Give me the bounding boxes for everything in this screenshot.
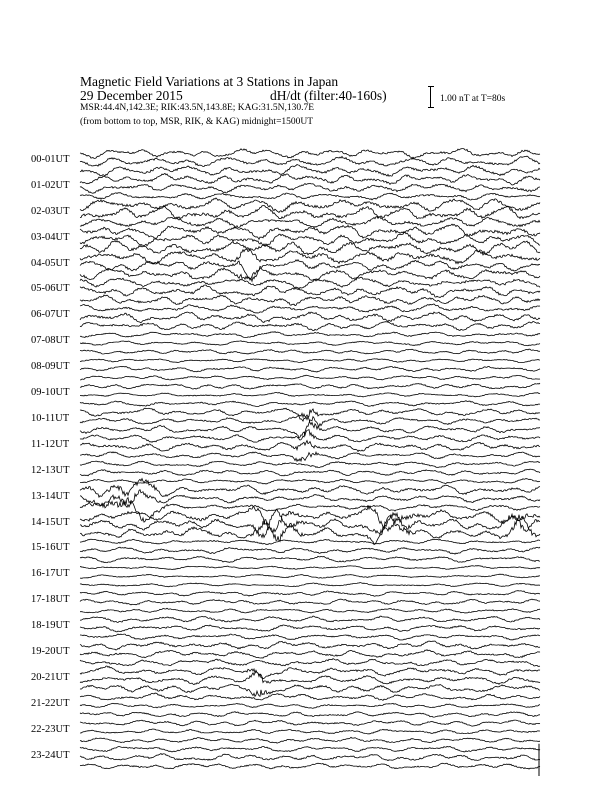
hour-label: 11-12UT [31,438,70,450]
trace-kag [80,295,540,306]
trace-msr [80,332,540,338]
trace-rik [80,183,540,193]
trace-rik [80,650,540,658]
trace-rik [80,754,540,761]
hour-label: 17-18UT [31,594,70,606]
hour-label: 22-23UT [31,723,70,735]
trace-kag [80,321,540,330]
trace-rik [80,672,540,685]
trace-msr [80,461,540,468]
trace-rik [80,366,540,372]
trace-rik [80,625,540,632]
trace-rik [80,729,540,734]
trace-msr [80,408,540,421]
hour-label: 23-24UT [31,749,70,761]
trace-rik [80,312,540,323]
trace-kag [80,268,540,281]
trace-kag [80,737,540,743]
trace-kag [80,583,540,587]
trace-rik [80,547,540,554]
hour-label: 03-04UT [31,231,70,243]
trace-msr [80,539,540,544]
trace-kag [80,516,540,545]
trace-msr [80,383,540,389]
trace-kag [80,193,540,200]
trace-kag [80,634,540,640]
quantity-label: dH/dt (filter:40-160s) [270,88,387,103]
trace-msr [80,304,540,313]
trace-rik [80,599,540,605]
trace-kag [80,217,540,228]
trace-msr [80,616,540,622]
hour-label: 02-03UT [31,205,70,217]
date-label: 29 December 2015 [80,88,183,103]
trace-msr [80,149,540,159]
trace-msr [80,693,540,700]
trace-kag [80,763,540,769]
chart-title: Magnetic Field Variations at 3 Stations in Japan [80,74,339,89]
hour-label: 10-11UT [31,412,70,424]
hour-label: 00-01UT [31,153,70,165]
trace-kag [80,498,540,522]
order-note: (from bottom to top, MSR, RIK, & KAG) midnight=1500UT [80,117,314,127]
hour-label: 09-10UT [31,387,70,399]
hour-label: 12-13UT [31,464,70,476]
hour-label: 01-02UT [31,179,70,191]
trace-msr [80,641,540,650]
trace-kag [80,659,540,667]
hour-label: 05-06UT [31,283,70,295]
trace-msr [80,359,540,363]
trace-rik [80,232,540,246]
trace-kag [80,608,540,613]
trace-rik [80,156,540,167]
hour-label: 13-14UT [31,490,70,502]
hour-label: 08-09UT [31,361,70,373]
trace-msr [80,720,540,726]
hour-label: 19-20UT [31,646,70,658]
trace-kag [80,349,540,354]
trace-rik [80,285,540,298]
trace-rik [80,260,540,282]
hour-label: 18-19UT [31,620,70,632]
trace-rik [80,490,540,508]
hour-label: 06-07UT [31,309,70,321]
hour-label: 20-21UT [31,671,70,683]
stations-note: MSR:44.4N,142.3E; RIK:43.5N,143.8E; KAG:31.5N,130.7E [80,103,315,113]
hour-label: 07-08UT [31,335,70,347]
trace-msr [80,591,540,597]
trace-msr [80,666,540,679]
trace-msr [80,566,540,570]
trace-msr [80,746,540,752]
trace-kag [80,375,540,380]
trace-kag [80,479,540,484]
hour-label: 14-15UT [31,516,70,528]
trace-kag [80,712,540,718]
hour-label: 21-22UT [31,697,70,709]
hour-label: 16-17UT [31,568,70,580]
trace-rik [80,703,540,708]
trace-rik [80,341,540,346]
hour-label: 15-16UT [31,542,70,554]
trace-kag [80,401,540,407]
trace-kag [80,165,540,177]
trace-rik [80,441,540,452]
trace-rik [80,469,540,476]
trace-kag [80,556,540,562]
trace-kag [80,452,540,462]
trace-rik [80,392,540,397]
trace-rik [80,509,540,537]
scale-label: 1.00 nT at T=80s [440,94,506,104]
trace-rik [80,574,540,578]
trace-rik [80,205,540,218]
trace-msr [80,224,540,239]
hour-label: 04-05UT [31,257,70,269]
